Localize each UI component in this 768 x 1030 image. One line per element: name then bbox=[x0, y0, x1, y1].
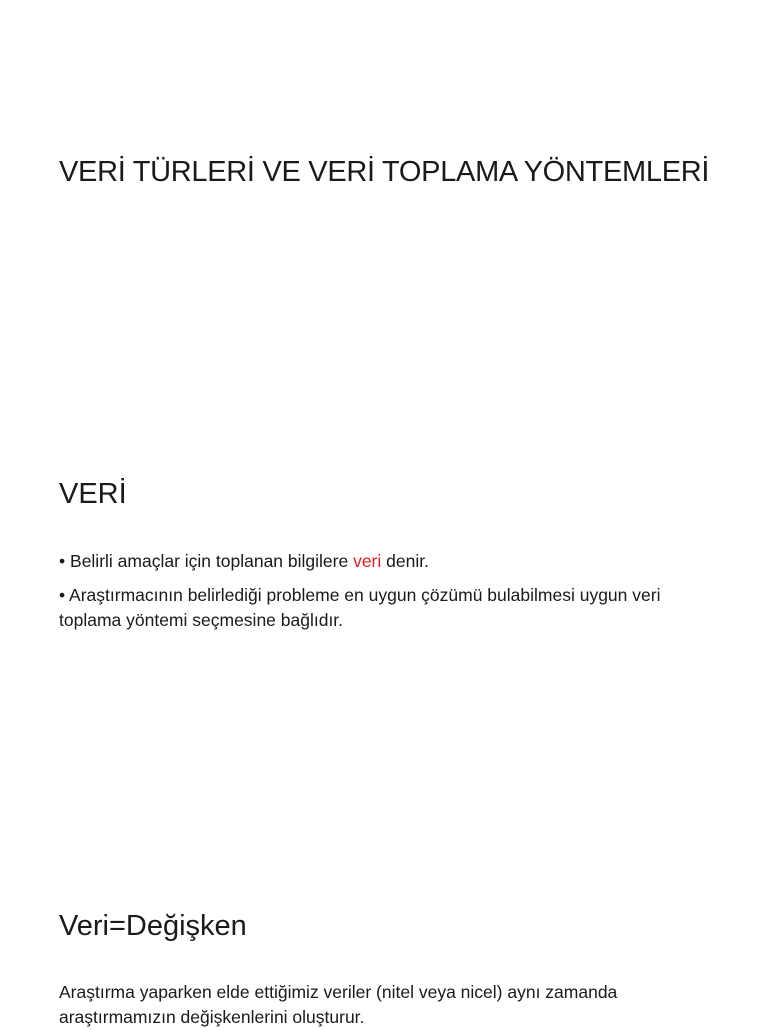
bullet-marker: • bbox=[59, 551, 66, 571]
bullet-list bbox=[59, 549, 709, 642]
slide-3-title: Veri=Değişken bbox=[59, 910, 247, 942]
bullet-item-method bbox=[59, 583, 709, 633]
slide-3-paragraph: Araştırma yaparken elde ettiğimiz veriler (nitel veya nicel) aynı zamanda araştırmamızın değişkenlerini oluşturur. bbox=[59, 982, 618, 1027]
bullet-item-definition bbox=[59, 549, 709, 574]
bullet-text-after: denir. bbox=[381, 551, 429, 571]
slide-2-title: VERİ bbox=[59, 478, 127, 510]
bullet-marker: • bbox=[59, 585, 66, 605]
slide-1-title: VERİ TÜRLERİ VE VERİ TOPLAMA YÖNTEMLERİ bbox=[59, 156, 710, 188]
bullet-text: Araştırmacının belirlediği probleme en uygun çözümü bulabilmesi uygun veri toplama yöntemi seçmesine bağlıdır. bbox=[59, 585, 661, 630]
bullet-text-before: Belirli amaçlar için toplanan bilgilere bbox=[70, 551, 354, 571]
highlighted-term: veri bbox=[353, 551, 382, 571]
